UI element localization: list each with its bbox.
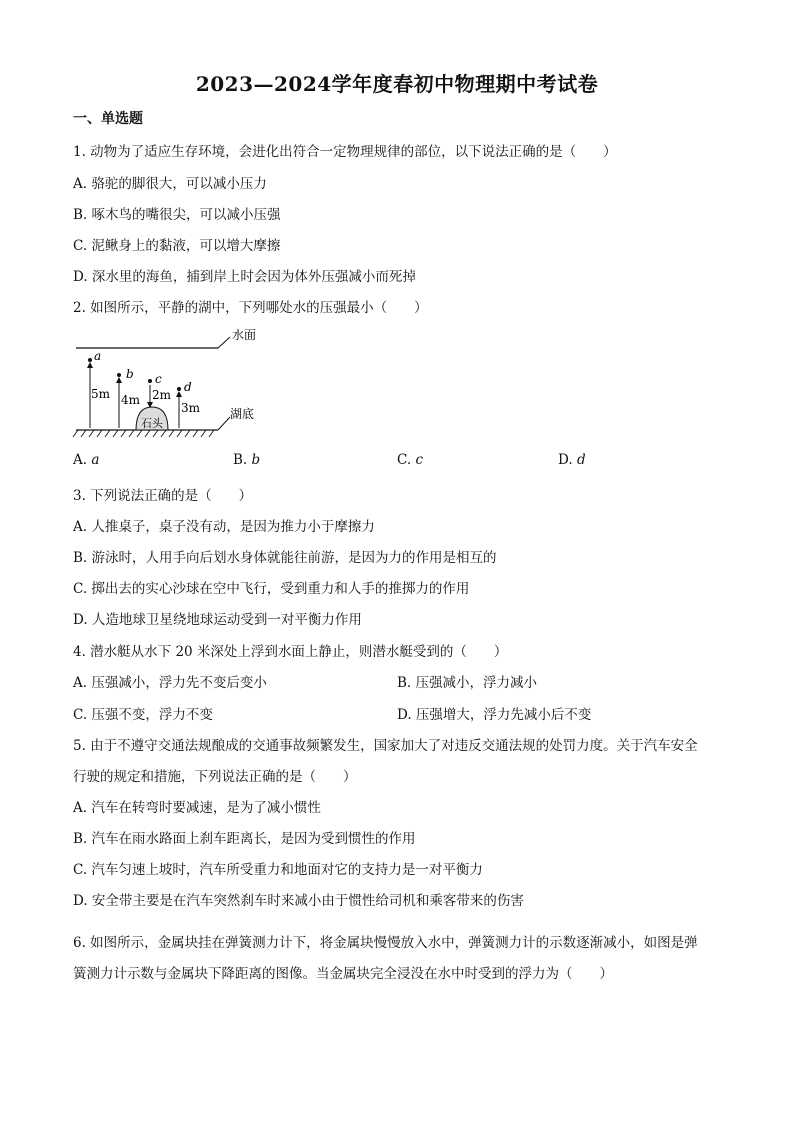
- point-c: [148, 379, 152, 383]
- point-c-label: c: [155, 372, 162, 386]
- q2-stem: 2. 如图所示，平静的湖中，下列哪处水的压强最小（ ）: [73, 300, 428, 316]
- q2-option-c: C. c: [397, 452, 423, 468]
- q2-option-d: D. d: [558, 452, 586, 468]
- water-surface-label: 水面: [232, 328, 257, 342]
- q2-option-a: A. a: [73, 452, 100, 468]
- q5-stem-line2: 行驶的规定和措施，下列说法正确的是（ ）: [73, 769, 357, 785]
- q5-option-b: B. 汽车在雨水路面上刹车距离长，是因为受到惯性的作用: [73, 831, 416, 847]
- q1-stem: 1. 动物为了适应生存环境，会进化出符合一定物理规律的部位，以下说法正确的是（ ）: [73, 144, 617, 160]
- height-d-label: 3m: [181, 401, 201, 415]
- q4-option-b: B. 压强减小，浮力减小: [397, 675, 538, 691]
- q5-option-c: C. 汽车匀速上坡时，汽车所受重力和地面对它的支持力是一对平衡力: [73, 862, 483, 878]
- lake-bottom-hatching: [73, 430, 214, 437]
- point-b-label: b: [126, 367, 134, 381]
- point-a-label: a: [94, 349, 102, 363]
- height-b-label: 4m: [121, 393, 141, 407]
- q1-option-d: D. 深水里的海鱼，捕到岸上时会因为体外压强减小而死掉: [73, 269, 416, 285]
- q4-option-d: D. 压强增大，浮力先减小后不变: [397, 707, 592, 723]
- lake-pressure-figure: [72, 323, 272, 443]
- q6-stem-line1: 6. 如图所示，金属块挂在弹簧测力计下，将金属块慢慢放入水中，弹簧测力计的示数逐渐减小，如图是弹: [73, 935, 698, 951]
- height-a-label: 5m: [91, 387, 111, 401]
- q1-option-a: A. 骆驼的脚很大，可以减小压力: [73, 176, 267, 192]
- stone-label: 石头: [141, 417, 163, 430]
- q1-option-b: B. 啄木鸟的嘴很尖，可以减小压强: [73, 207, 281, 223]
- q4-option-c: C. 压强不变，浮力不变: [73, 707, 213, 723]
- lake-bottom-label: 湖底: [230, 407, 255, 421]
- section-heading: 一、单选题: [73, 111, 143, 127]
- q3-stem: 3. 下列说法正确的是（ ）: [73, 488, 253, 504]
- q3-option-b: B. 游泳时，人用手向后划水身体就能往前游，是因为力的作用是相互的: [73, 550, 497, 566]
- q6-stem-line2: 簧测力计示数与金属块下降距离的图像。当金属块完全浸没在水中时受到的浮力为（ ）: [73, 966, 613, 982]
- q4-stem: 4. 潜水艇从水下 20 米深处上浮到水面上静止，则潜水艇受到的（ ）: [73, 644, 508, 660]
- point-d-label: d: [184, 380, 192, 394]
- exam-title: 2023—2024学年度春初中物理期中考试卷: [195, 72, 599, 96]
- q3-option-a: A. 人推桌子，桌子没有动，是因为推力小于摩擦力: [73, 519, 375, 535]
- point-d: [177, 387, 181, 391]
- q4-option-a: A. 压强减小，浮力先不变后变小: [73, 675, 267, 691]
- q5-option-d: D. 安全带主要是在汽车突然刹车时来减小由于惯性给司机和乘客带来的伤害: [73, 893, 524, 909]
- q1-option-c: C. 泥鳅身上的黏液，可以增大摩擦: [73, 238, 281, 254]
- q2-option-b: B. b: [233, 452, 261, 468]
- q5-option-a: A. 汽车在转弯时要减速，是为了减小惯性: [73, 800, 321, 816]
- water-surface-leader: [218, 337, 230, 348]
- height-c-label: 2m: [152, 388, 172, 402]
- q5-stem-line1: 5. 由于不遵守交通法规酿成的交通事故频繁发生，国家加大了对违反交通法规的处罚力度。关于汽车安全: [73, 738, 698, 754]
- q3-option-d: D. 人造地球卫星绕地球运动受到一对平衡力作用: [73, 612, 362, 628]
- lake-bottom-leader: [218, 417, 230, 430]
- q3-option-c: C. 掷出去的实心沙球在空中飞行，受到重力和人手的推掷力的作用: [73, 581, 470, 597]
- point-a: [88, 358, 92, 362]
- point-b: [117, 373, 121, 377]
